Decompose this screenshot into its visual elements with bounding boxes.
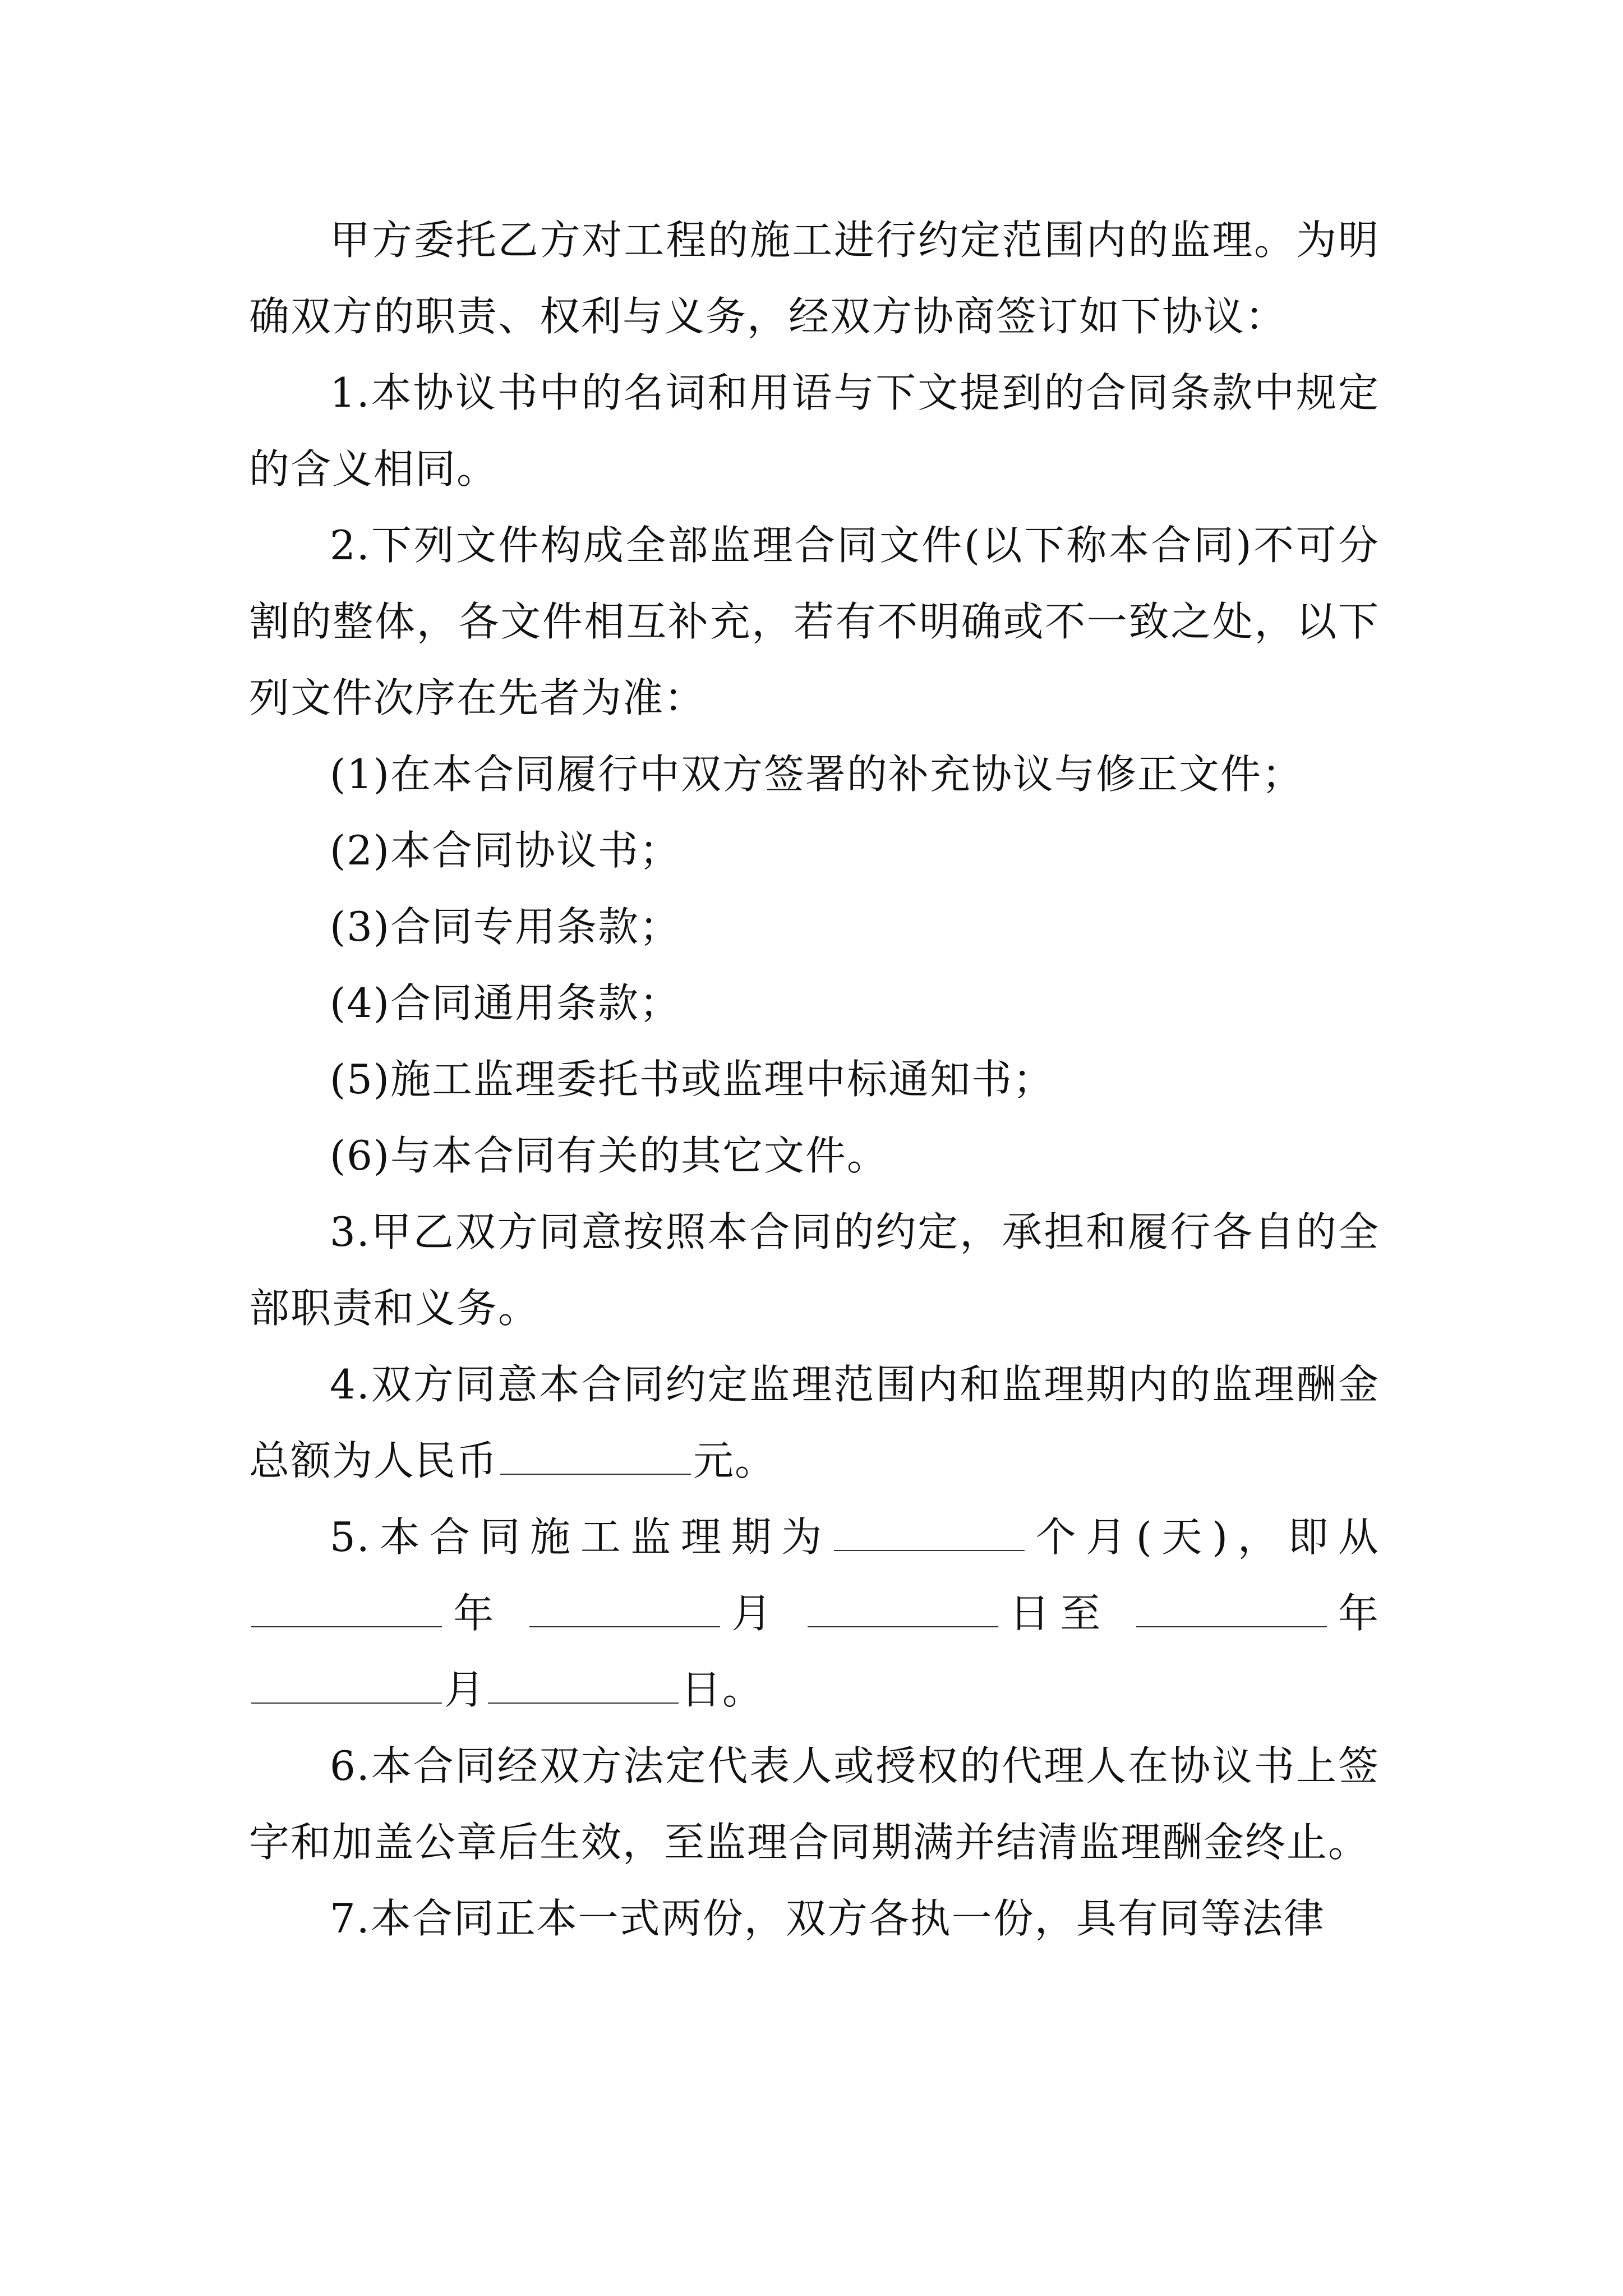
clause-5-text: 5.本合同施工监理期为	[330, 1513, 832, 1561]
start-day-blank	[808, 1626, 998, 1627]
end-year-label: 年	[1329, 1590, 1380, 1637]
end-day-label: 日。	[681, 1666, 764, 1713]
clause-4	[249, 1346, 1380, 1499]
clause-5-unit: 个月(天)，即从	[1026, 1513, 1380, 1561]
start-year-label: 年	[444, 1590, 504, 1637]
document-body	[249, 202, 1380, 1957]
clause-4-suffix: 元。	[693, 1437, 777, 1484]
end-year-blank	[1136, 1626, 1327, 1627]
end-day-blank	[488, 1702, 679, 1704]
start-day-label: 日至	[1000, 1590, 1111, 1637]
clause-2: 2.下列文件构成全部监理合同文件(以下称本合同)不可分割的整体，各文件相互补充，若有不明确或不一致之处，以下列文件次序在先者为准：	[249, 522, 1380, 721]
intro-paragraph: 甲方委托乙方对工程的施工进行约定范围内的监理。为明确双方的职责、权利与义务，经双方协商签订如下协议：	[249, 217, 1380, 340]
clause-5	[249, 1499, 1380, 1728]
clause-6: 6.本合同经双方法定代表人或授权的代理人在协议书上签字和加盖公章后生效，至监理合同期满并结清监理酬金终止。	[249, 1742, 1380, 1866]
period-blank	[834, 1549, 1025, 1551]
clause-2-item-6: (6)与本合同有关的其它文件。	[330, 1132, 888, 1179]
end-month-blank	[251, 1702, 442, 1704]
start-month-blank	[529, 1626, 720, 1627]
clause-2-item-1: (1)在本合同履行中双方签署的补充协议与修正文件；	[330, 751, 1303, 798]
clause-7: 7.本合同正本一式两份，双方各执一份，具有同等法律	[330, 1895, 1325, 1942]
clause-2-item-4: (4)合同通用条款；	[330, 979, 681, 1027]
end-month-label: 月	[444, 1666, 486, 1713]
clause-1: 1.本协议书中的名词和用语与下文提到的合同条款中规定的含义相同。	[249, 369, 1380, 493]
clause-2-item-5: (5)施工监理委托书或监理中标通知书；	[330, 1056, 1054, 1103]
clause-2-item-3: (3)合同专用条款；	[330, 903, 681, 950]
start-month-label: 月	[722, 1590, 782, 1637]
start-year-blank	[251, 1626, 442, 1627]
clause-4-text: 4.双方同意本合同约定监理范围内和监理期内的监理酬金总额为人民币	[249, 1361, 1380, 1484]
clause-2-item-2: (2)本合同协议书；	[330, 827, 681, 874]
clause-3: 3.甲乙双方同意按照本合同的约定，承担和履行各自的全部职责和义务。	[249, 1208, 1380, 1332]
fee-amount-blank	[500, 1473, 691, 1475]
